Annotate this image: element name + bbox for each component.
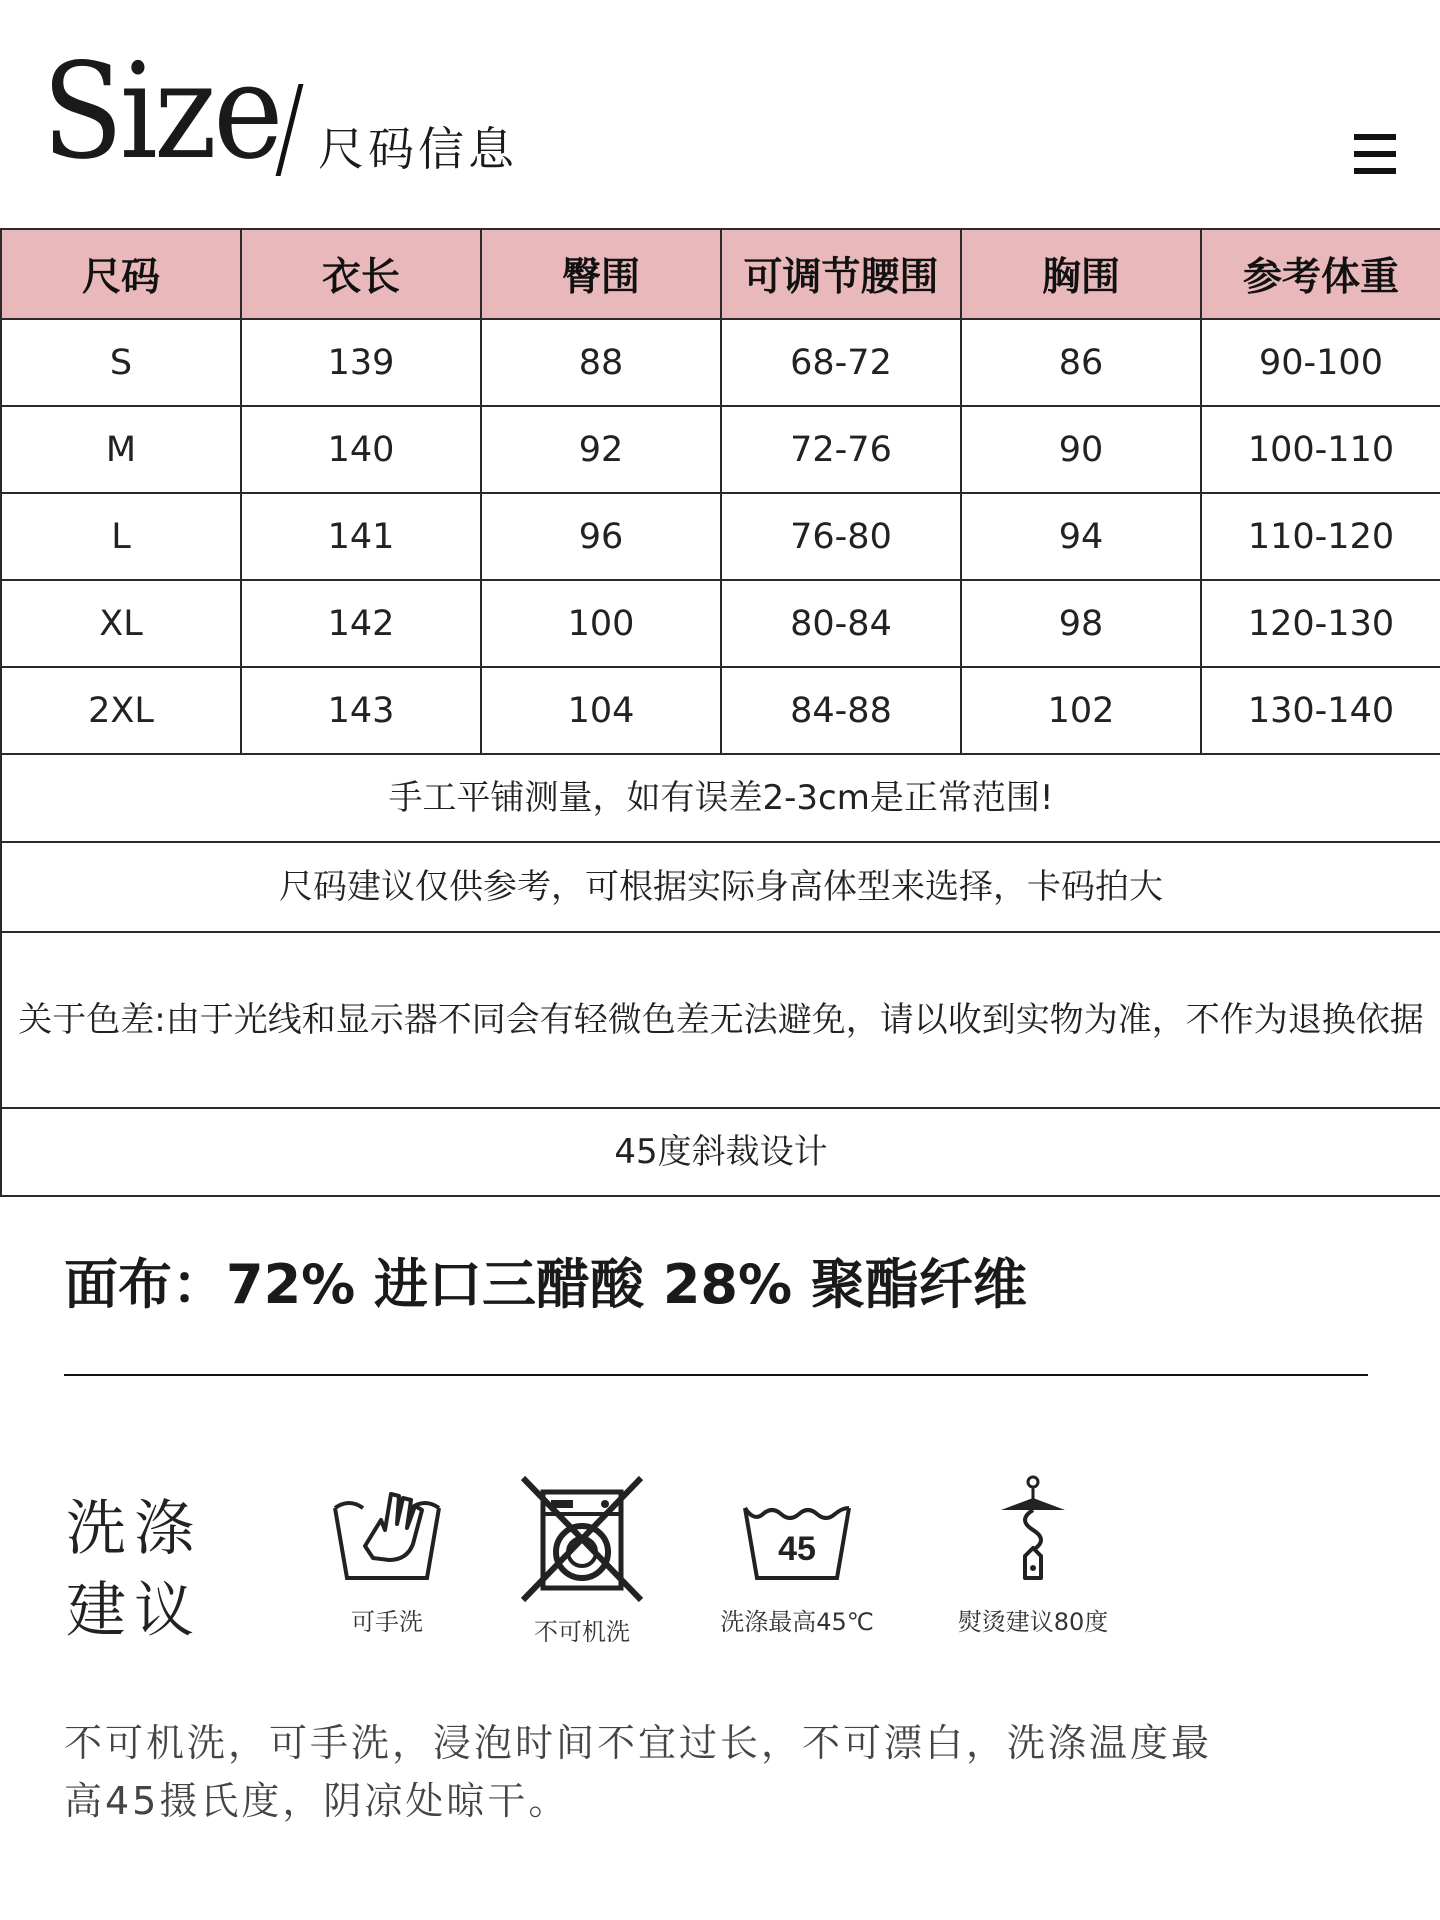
care-title	[66, 1488, 206, 1652]
note-row	[1, 1108, 1440, 1196]
note-row	[1, 842, 1440, 932]
table-cell: 143	[241, 667, 481, 754]
table-row	[1, 493, 1440, 580]
table-cell: 98	[961, 580, 1201, 667]
table-cell: S	[1, 319, 241, 406]
table-cell: 94	[961, 493, 1201, 580]
size-table	[0, 228, 1440, 1197]
column-header: 臀围	[481, 229, 721, 319]
table-cell: 96	[481, 493, 721, 580]
table-cell: 139	[241, 319, 481, 406]
care-item-wash-45	[712, 1474, 882, 1637]
column-header: 可调节腰围	[721, 229, 961, 319]
table-cell: 92	[481, 406, 721, 493]
size-title: Size	[42, 35, 280, 189]
table-cell: 76-80	[721, 493, 961, 580]
column-header: 参考体重	[1201, 229, 1440, 319]
table-cell: 86	[961, 319, 1201, 406]
page-header	[0, 0, 1440, 228]
note-row	[1, 932, 1440, 1108]
table-cell: M	[1, 406, 241, 493]
table-cell: 100-110	[1201, 406, 1440, 493]
table-cell: 120-130	[1201, 580, 1440, 667]
table-cell: 110-120	[1201, 493, 1440, 580]
table-cell: 84-88	[721, 667, 961, 754]
care-label: 不可机洗	[534, 1618, 630, 1646]
section-divider	[64, 1374, 1368, 1376]
table-cell: 90-100	[1201, 319, 1440, 406]
care-label: 可手洗	[351, 1608, 423, 1636]
care-item-hand-wash	[312, 1474, 462, 1637]
care-title-line: 建议	[66, 1576, 202, 1646]
table-cell: 141	[241, 493, 481, 580]
table-cell: 102	[961, 667, 1201, 754]
table-cell: 90	[961, 406, 1201, 493]
table-cell: 142	[241, 580, 481, 667]
care-item-iron	[948, 1474, 1118, 1637]
table-cell: L	[1, 493, 241, 580]
table-cell: 140	[241, 406, 481, 493]
table-cell: 2XL	[1, 667, 241, 754]
color-difference-note: 关于色差:由于光线和显示器不同会有轻微色差无法避免，请以收到实物为准，不作为退换依据	[1, 932, 1440, 1108]
wash-temp-value: 45	[778, 1530, 816, 1568]
menu-icon[interactable]	[1354, 134, 1396, 174]
table-cell: 100	[481, 580, 721, 667]
table-cell: 68-72	[721, 319, 961, 406]
size-advice-note: 尺码建议仅供参考，可根据实际身高体型来选择，卡码拍大	[1, 842, 1440, 932]
hand-wash-icon	[327, 1474, 447, 1594]
column-header: 尺码	[1, 229, 241, 319]
table-header-row	[1, 229, 1440, 319]
table-row	[1, 319, 1440, 406]
table-cell: 72-76	[721, 406, 961, 493]
care-item-no-machine-wash	[512, 1474, 652, 1647]
table-cell: 80-84	[721, 580, 961, 667]
care-title-line: 洗涤	[66, 1494, 202, 1564]
fabric-composition: 面布：72% 进口三醋酸 28% 聚酯纤维	[64, 1253, 1027, 1316]
table-cell: 130-140	[1201, 667, 1440, 754]
care-label: 洗涤最高45℃	[720, 1608, 874, 1636]
table-cell: XL	[1, 580, 241, 667]
no-machine-wash-icon	[519, 1474, 645, 1604]
iron-hanger-icon	[983, 1474, 1083, 1594]
wash-45-icon	[737, 1474, 857, 1594]
care-instructions: 不可机洗，可手洗，浸泡时间不宜过长，不可漂白，洗涤温度最高45摄氏度，阴凉处晾干。	[64, 1721, 1213, 1823]
bias-cut-note: 45度斜裁设计	[1, 1108, 1440, 1196]
table-cell: 104	[481, 667, 721, 754]
column-header: 胸围	[961, 229, 1201, 319]
column-header: 衣长	[241, 229, 481, 319]
measurement-note: 手工平铺测量，如有误差2-3cm是正常范围!	[1, 754, 1440, 842]
table-row	[1, 667, 1440, 754]
note-row	[1, 754, 1440, 842]
table-cell: 88	[481, 319, 721, 406]
table-row	[1, 580, 1440, 667]
size-subtitle: 尺码信息	[318, 122, 518, 176]
care-label: 熨烫建议80度	[957, 1608, 1109, 1636]
table-row	[1, 406, 1440, 493]
